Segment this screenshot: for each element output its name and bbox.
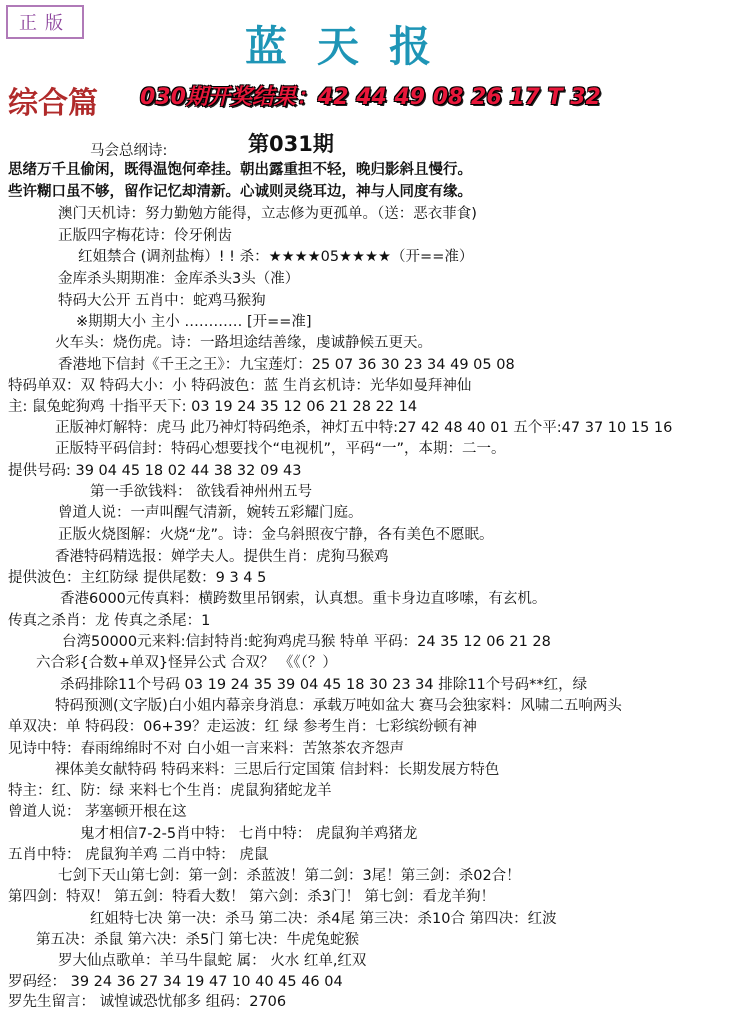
content-line: 提供波色：主红防绿 提供尾数：9 3 4 5: [8, 570, 267, 586]
content-line: 罗码经： 39 24 36 27 34 19 47 10 40 45 46 04: [8, 974, 343, 990]
content-line: 些许糊口虽不够，留作记忆却清新。心诚则灵绕耳边，神与人同度有缘。: [8, 184, 472, 200]
content-line: 特码大公开 五肖中：蛇鸡马猴狗: [58, 293, 266, 309]
content-line: 曾道人说： 茅塞顿开根在这: [8, 804, 187, 820]
content-line: 传真之杀肖：龙 传真之杀尾：1: [8, 613, 211, 629]
content-line: 澳门天机诗：努力勤勉方能得，立志修为更孤单。（送：恶衣菲食): [58, 206, 477, 222]
content-line: 见诗中特：春雨绵绵时不对 白小姐一言来料：苦煞茶农齐怨声: [8, 741, 405, 757]
content-line: 特主：红、防：绿 来料七个生肖：虎鼠狗猪蛇龙羊: [8, 783, 332, 799]
content-line: 正版特平码信封：特码心想要找个“电视机”，平码“一”，本期：二一。: [55, 441, 506, 457]
content-line: 裸体美女献特码 特码来料：三思后行定国策 信封料：长期发展方特色: [55, 762, 500, 778]
content-line: 火车头：烧伤虎。诗：一路坦途结善缘，虔诚静候五更天。: [55, 335, 432, 351]
section-heading: 综合篇: [8, 86, 98, 121]
paper-title: 蓝天报: [245, 22, 462, 71]
content-line: 第四剑：特双！ 第五剑：特看大数！ 第六剑：杀3门！ 第七剑：看龙羊狗！: [8, 889, 496, 905]
content-line: ※期期大小 主小 ………… [开==准]: [76, 314, 312, 330]
content-line: 红姐特七决 第一决：杀马 第二决：杀4尾 第三决：杀10合 第四决：红波: [90, 911, 557, 927]
genuine-badge: 正版: [6, 5, 84, 39]
content-line: 鬼才相信7-2-5肖中特： 七肖中特： 虎鼠狗羊鸡猪龙: [80, 826, 418, 842]
content-line: 第五决：杀鼠 第六决：杀5门 第七决：牛虎兔蛇猴: [36, 932, 359, 948]
content-line: 思绪万千且偷闲，既得温饱何牵挂。朝出露重担不轻，晚归影斜且慢行。: [8, 162, 472, 178]
content-line: 特码单双：双 特码大小：小 特码波色：蓝 生肖玄机诗：光华如曼拜神仙: [8, 378, 472, 394]
content-line: 正版火烧图解：火烧“龙”。诗：金乌斜照夜宁静，各有美色不愿眠。: [58, 527, 494, 543]
content-line: 正版神灯解特：虎马 此乃神灯特码绝杀，神灯五中特:27 42 48 40 01 五个平:47 37 10 15 16: [55, 420, 673, 436]
draw-result: 030期开奖结果：42 44 49 08 26 17 T 32: [140, 85, 601, 110]
content-line: 罗先生留言： 诚惶诚恐忧郁多 组码：2706: [8, 994, 287, 1010]
content-line: 单双决：单 特码段：06+39？走运波：红 绿 参考生肖：七彩缤纷顿有神: [8, 719, 477, 735]
content-line: 台湾50000元来料:信封特肖:蛇狗鸡虎马猴 特单 平码：24 35 12 06 21 28: [62, 634, 551, 650]
content-line: 红姐禁合 (调剂盐梅）! ! 杀：★★★★05★★★★（开==准）: [78, 249, 474, 265]
content-line: 罗大仙点歌单：羊马牛鼠蛇 属： 火水 红单,红双: [58, 953, 367, 969]
content-line: 香港特码精选报：婵学夫人。提供生肖：虎狗马猴鸡: [55, 549, 389, 565]
content-line: 香港6000元传真料：横跨数里吊钢索，认真想。重卡身边直哆嗦，有玄机。: [60, 591, 547, 607]
content-line: 主: 鼠兔蛇狗鸡 十指平天下: 03 19 24 35 12 06 21 28 22 14: [8, 399, 418, 415]
content-line: 第一手欲钱料： 欲钱看神州州五号: [90, 484, 313, 500]
content-line: 七剑下天山第七剑：第一剑：杀蓝波！第二剑：3尾！第三剑：杀02合！: [58, 868, 521, 884]
issue-number: 第031期: [248, 132, 334, 156]
content-line: 杀码排除11个号码 03 19 24 35 39 04 45 18 30 23 34 排除11个号码**红，绿: [60, 677, 588, 693]
content-line: 正版四字梅花诗：伶牙俐齿: [58, 228, 232, 244]
content-line: 提供号码: 39 04 45 18 02 44 38 32 09 43: [8, 463, 302, 479]
content-line: 马会总纲诗:: [90, 143, 168, 159]
content-line: 金库杀头期期准：金库杀头3头（准）: [58, 271, 300, 287]
content-line: 特码预测(文字版)白小姐内幕亲身消息：承载万吨如盆大 赛马会独家料：风啸二五响两头: [55, 698, 622, 714]
content-line: 五肖中特： 虎鼠狗羊鸡 二肖中特： 虎鼠: [8, 847, 269, 863]
content-line: 曾道人说：一声叫醒气清新，婉转五彩耀门庭。: [58, 505, 363, 521]
content-line: 六合彩{合数+单双}怪异公式 合双？ 《《（？）: [36, 655, 337, 671]
content-line: 香港地下信封《千王之王》：九宝莲灯：25 07 36 30 23 34 49 05 08: [58, 357, 515, 373]
